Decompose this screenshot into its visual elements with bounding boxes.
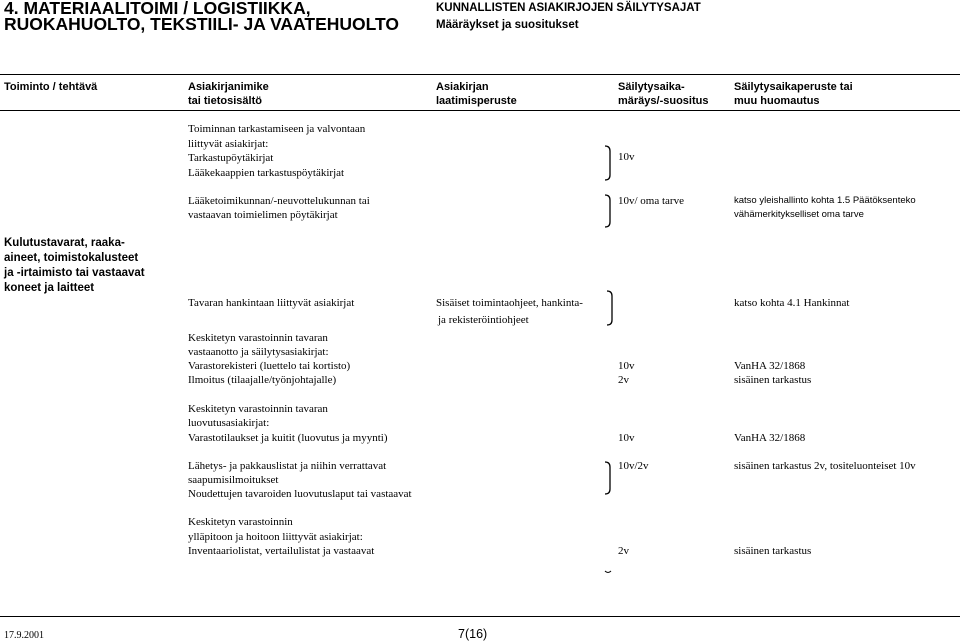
luov-line1: Keskitetyn varastoinnin tavaran: [188, 403, 328, 415]
vast-line2: vastaanotto ja säilytysasiakirjat:: [188, 346, 329, 358]
header-title-line2: RUOKAHUOLTO, TEKSTIILI- JA VAATEHUOLTO: [4, 14, 400, 34]
vast-row1-note: VanHA 32/1868: [734, 360, 806, 372]
tark-line4: Lääkekaappien tarkastuspöytäkirjat: [188, 167, 345, 179]
luov-row1-time: 10v: [618, 432, 635, 444]
header-subtitle-line2: Määräykset ja suositukset: [436, 19, 579, 31]
luov-row1-note: VanHA 32/1868: [734, 432, 806, 444]
tark-brace-icon: [604, 145, 614, 181]
tark-line2: liittyvät asiakirjat:: [188, 138, 269, 150]
header-top-rule: [0, 74, 960, 75]
task-line3: ja -irtaimisto tai vastaavat: [4, 267, 145, 279]
tark-time: 10v: [618, 151, 635, 163]
laake-line2: vastaavan toimielimen pöytäkirjat: [188, 209, 338, 221]
tark-line3: Tarkastupöytäkirjat: [188, 152, 274, 164]
luov-row1-doc: Varastotilaukset ja kuitit (luovutus ja myynti): [188, 432, 388, 444]
col-header-maarays: märäys/-suositus: [618, 95, 709, 107]
task-line4: koneet ja laitteet: [4, 282, 95, 294]
footer-page-number: 7(16): [458, 627, 488, 641]
header-subtitle-line1: KUNNALLISTEN ASIAKIRJOJEN SÄILYTYSAJAT: [436, 2, 701, 14]
task-line1: Kulutustavarat, raaka-: [4, 237, 125, 249]
col-header-sailytysaika: Säilytysaika-: [618, 81, 685, 93]
vast-row2-doc: Ilmoitus (tilaajalle/työnjohtajalle): [188, 374, 337, 386]
task-line2: aineet, toimistokalusteet: [4, 252, 139, 264]
laake-note2: vähämerkitykselliset oma tarve: [734, 209, 864, 220]
header-bottom-rule: [0, 110, 960, 111]
lahe-line1: Lähetys- ja pakkauslistat ja niihin verrattavat: [188, 460, 387, 472]
vast-row1-doc: Varastorekisteri (luettelo tai kortisto): [188, 360, 351, 372]
luov-line2: luovutusasiakirjat:: [188, 417, 270, 429]
hank-brace-icon: [606, 290, 616, 326]
hank-doc: Tavaran hankintaan liittyvät asiakirjat: [188, 297, 355, 309]
yllap-line1: Keskitetyn varastoinnin: [188, 516, 293, 528]
hank-basis2: ja rekisteröintiohjeet: [438, 314, 529, 326]
vast-row1-time: 10v: [618, 360, 635, 372]
vast-row2-note: sisäinen tarkastus: [734, 374, 812, 386]
col-header-peruste: Säilytysaikaperuste tai: [734, 81, 853, 93]
vast-row2-time: 2v: [618, 374, 629, 386]
yllap-line2: ylläpitoon ja hoitoon liittyvät asiakirjat:: [188, 531, 363, 543]
col-header-toiminto: Toiminto / tehtävä: [4, 81, 98, 93]
col-header-tietosisalto: tai tietosisältö: [188, 95, 262, 107]
footer-date: 17.9.2001: [4, 630, 44, 641]
lahe-line2: saapumisilmoitukset: [188, 474, 279, 486]
vast-line1: Keskitetyn varastoinnin tavaran: [188, 332, 328, 344]
yllap-row1-note: sisäinen tarkastus: [734, 545, 812, 557]
col-header-huomautus: muu huomautus: [734, 95, 820, 107]
laake-line1: Lääketoimikunnan/-neuvottelukunnan tai: [188, 195, 370, 207]
col-header-laatimisperuste: laatimisperuste: [436, 95, 517, 107]
col-header-asiakirjan: Asiakirjan: [436, 81, 489, 93]
yllap-row1-doc: Inventaariolistat, vertailulistat ja vastaavat: [188, 545, 375, 557]
lahe-time: 10v/2v: [618, 460, 649, 472]
lahe-note: sisäinen tarkastus 2v, tositeluonteiset 10v: [734, 460, 916, 472]
hank-basis1: Sisäiset toimintaohjeet, hankinta-: [436, 297, 583, 309]
laake-note1: katso yleishallinto kohta 1.5 Päätöksenteko: [734, 195, 916, 206]
col-header-asiakirjanimike: Asiakirjanimike: [188, 81, 269, 93]
hank-note: katso kohta 4.1 Hankinnat: [734, 297, 850, 309]
lahe-brace-icon: [604, 461, 614, 495]
yllap-row1-time: 2v: [618, 545, 629, 557]
stray-mark-icon: [604, 570, 612, 576]
laake-time: 10v/ oma tarve: [618, 195, 684, 207]
tark-line1: Toiminnan tarkastamiseen ja valvontaan: [188, 123, 366, 135]
header-title-line1: 4. MATERIAALITOIMI / LOGISTIIKKA,: [4, 0, 311, 18]
laake-brace-icon: [604, 194, 614, 228]
footer-rule: [0, 616, 960, 617]
lahe-line3: Noudettujen tavaroiden luovutuslaput tai vastaavat: [188, 488, 412, 500]
